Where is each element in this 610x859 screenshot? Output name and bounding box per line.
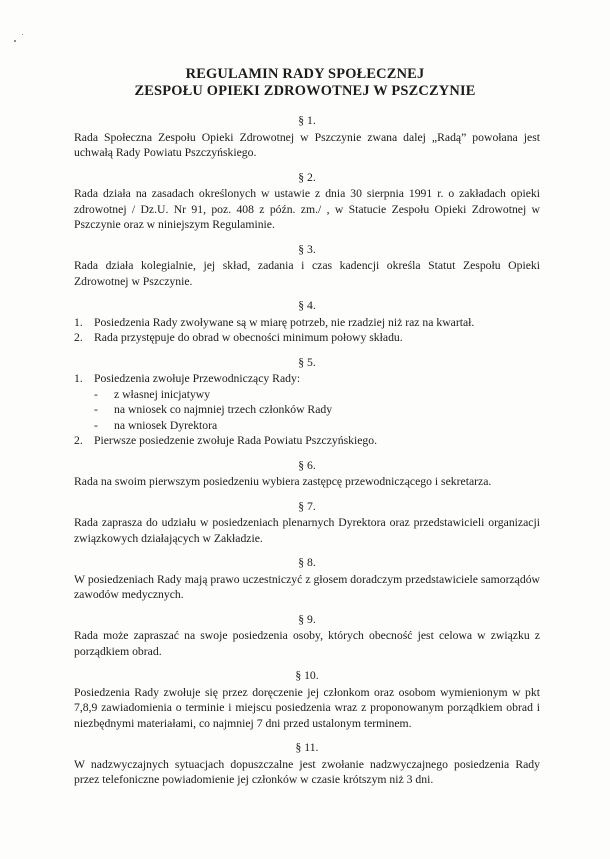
scan-speck	[22, 34, 23, 35]
section-heading: § 6.	[298, 458, 316, 472]
section-text: Rada zaprasza do udziału w posiedzeniach plenarnych Dyrektora oraz przedstawicieli organizacji związkowych działających w Zakładzie.	[74, 516, 540, 545]
dash-item	[94, 418, 540, 434]
dash-item	[94, 402, 540, 418]
section-10	[74, 668, 540, 731]
section-heading: § 2.	[298, 170, 316, 184]
section-2	[74, 170, 540, 233]
section-text: W posiedzeniach Rady mają prawo uczestniczyć z głosem doradczym przedstawiciele samorządów zawodów medycznych.	[74, 572, 540, 601]
section-8	[74, 555, 540, 603]
title-line-2: ZESPOŁU OPIEKI ZDROWOTNEJ W PSZCZYNIE	[134, 83, 476, 99]
section-heading: § 1.	[298, 114, 316, 127]
section-heading: § 11.	[295, 741, 319, 754]
list-item	[74, 330, 540, 346]
section-9	[74, 612, 540, 660]
item-text: Pierwsze posiedzenie zwołuje Rada Powiatu Pszczyńskiego.	[94, 434, 378, 447]
section-3	[74, 242, 540, 290]
item-number: 2.	[74, 331, 83, 344]
numbered-list	[74, 315, 540, 346]
dash-item	[94, 387, 540, 403]
section-1	[74, 113, 540, 161]
list-item	[74, 371, 540, 433]
list-item	[74, 433, 540, 449]
scan-speck	[14, 40, 16, 42]
item-number: 1.	[74, 315, 83, 329]
dash-mark: -	[94, 387, 98, 401]
document-body	[74, 113, 540, 797]
section-heading: § 8.	[298, 556, 316, 569]
section-text: Rada działa kolegialnie, jej skład, zadania i czas kadencji określa Statut Zespołu Opieki Zdrowotnej w Pszczynie.	[74, 259, 540, 288]
section-heading: § 7.	[298, 499, 316, 513]
item-text: Posiedzenia Rady zwoływane są w miarę potrzeb, nie rzadziej niż raz na kwartał.	[94, 315, 475, 329]
item-text: Posiedzenia zwołuje Przewodniczący Rady:	[94, 372, 301, 385]
section-heading: § 9.	[298, 612, 316, 626]
section-heading: § 10.	[295, 669, 319, 682]
item-number: 1.	[74, 372, 83, 385]
dash-text: z własnej inicjatywy	[114, 387, 211, 401]
item-text: Rada przystępuje do obrad w obecności minimum połowy składu.	[94, 331, 403, 344]
section-6	[74, 458, 540, 490]
section-4	[74, 298, 540, 346]
section-heading: § 3.	[298, 242, 316, 256]
dash-mark: -	[94, 418, 98, 432]
section-text: Rada na swoim pierwszym posiedzeniu wybiera zastępcę przewodniczącego i sekretarza.	[74, 475, 492, 488]
section-text: W nadzwyczajnych sytuacjach dopuszczalne jest zwołanie nadzwyczajnego posiedzenia Rady przez telefoniczne powiadomienie jej członków w czasie krótszym niż 3 dni.	[74, 757, 540, 786]
dash-mark: -	[94, 403, 98, 416]
section-heading: § 5.	[298, 355, 316, 369]
section-text: Rada może zapraszać na swoje posiedzenia osoby, których obecność jest celowa w związku z porządkiem obrad.	[74, 629, 540, 658]
section-heading: § 4.	[298, 299, 316, 312]
section-text: Posiedzenia Rady zwołuje się przez doręczenie jej członkom oraz osobom wymienionym w pkt 7,8,9 zawiadomienia o terminie i miejscu posiedzenia wraz z proponowanym porządkiem obrad i niezbędnymi materiałami, co najmniej 7 dni przed ustalonym terminem.	[74, 685, 540, 730]
numbered-list	[74, 371, 540, 449]
section-text: Rada działa na zasadach określonych w ustawie z dnia 30 sierpnia 1991 r. o zakładach opieki zdrowotnej / Dz.U. Nr 91, poz. 408 z późn. zm./ , w Statucie Zespołu Opieki Zdrowotnej w Pszczynie oraz w niniejszym Regulaminie.	[74, 187, 540, 231]
list-item	[74, 315, 540, 331]
section-7	[74, 499, 540, 547]
document-title	[0, 66, 610, 100]
dash-text: na wniosek Dyrektora	[114, 418, 218, 432]
dash-list	[94, 387, 540, 434]
section-11	[74, 740, 540, 788]
title-line-1: REGULAMIN RADY SPOŁECZNEJ	[185, 66, 425, 82]
section-5	[74, 355, 540, 449]
section-text: Rada Społeczna Zespołu Opieki Zdrowotnej w Pszczynie zwana dalej „Radą” powołana jest uchwałą Rady Powiatu Pszczyńskiego.	[74, 130, 540, 159]
dash-text: na wniosek co najmniej trzech członków Rady	[114, 403, 333, 416]
item-number: 2.	[74, 434, 83, 447]
